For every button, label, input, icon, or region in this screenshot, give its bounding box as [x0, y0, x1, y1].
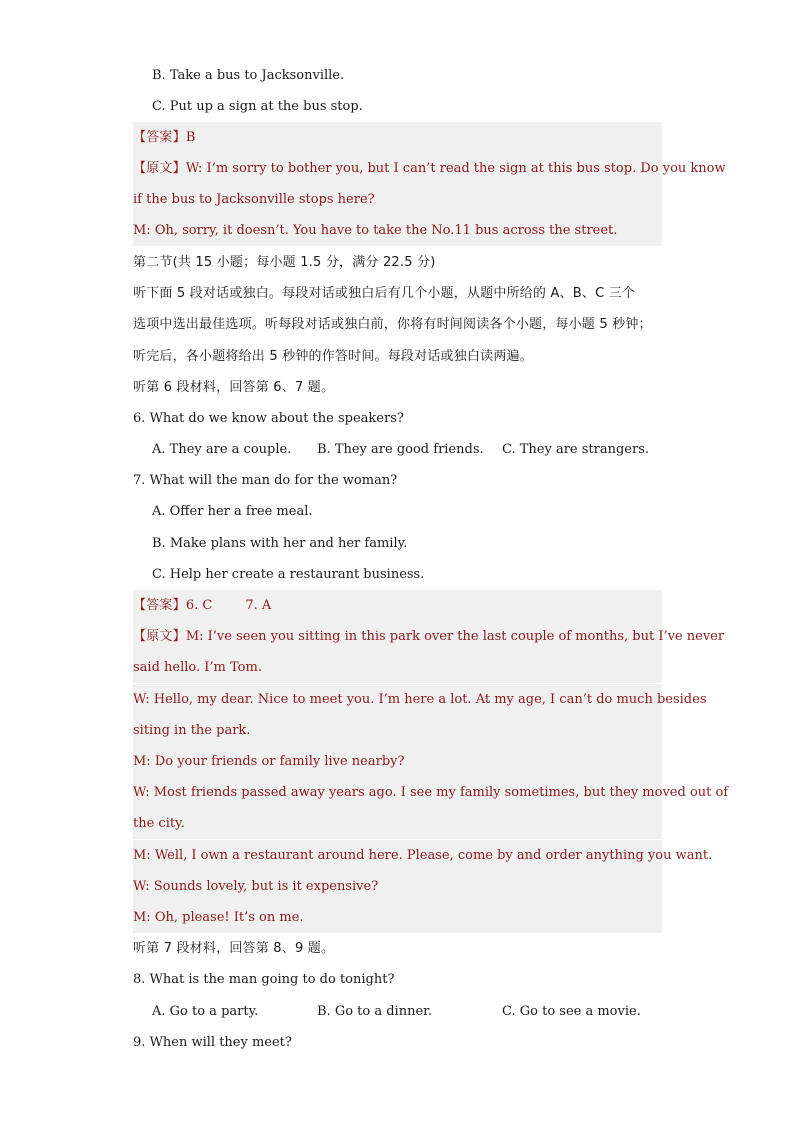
question-6: 6. What do we know about the speakers? [133, 411, 404, 426]
q7-option-a: A. Offer her a free meal. [152, 504, 313, 519]
transcript-text: M: I’ve seen you sitting in this park over the last couple of months, but I’ve never [185, 629, 725, 644]
answer-5-line [133, 122, 662, 153]
q5-option-c: C. Put up a sign at the bus stop. [152, 99, 363, 114]
transcript-6-line-9: W: Sounds lovely, but is it expensive? [133, 871, 662, 902]
transcript-6-line-5: M: Do your friends or family live nearby? [133, 746, 662, 777]
q7-option-b: B. Make plans with her and her family. [152, 536, 408, 551]
transcript-tag: 【原文】 [133, 629, 186, 644]
question-6-options [152, 434, 681, 465]
q6-option-a: A. They are a couple. [152, 442, 292, 457]
transcript-5-line-2: if the bus to Jacksonville stops here? [133, 184, 662, 215]
transcript-6-line-1 [133, 621, 725, 652]
transcript-6-line-4: siting in the park. [133, 715, 662, 746]
transcript-5-line-1 [133, 153, 726, 184]
material-6-intro: 听第 6 段材料，回答第 6、7 题。 [133, 380, 335, 395]
transcript-6-line-6: W: Most friends passed away years ago. I see my family sometimes, but they moved out of [133, 777, 662, 808]
transcript-6-line-2: said hello. I’m Tom. [133, 652, 662, 683]
q8-option-b: B. Go to a dinner. [317, 1004, 433, 1019]
section-2-header: 第二节(共 15 小题；每小题 1.5 分，满分 22.5 分) [133, 255, 436, 270]
section-2-instruction-3: 听完后，各小题将给出 5 秒钟的作答时间。每段对话或独白读两遍。 [133, 349, 533, 364]
question-8-options [152, 996, 681, 1027]
section-2-instruction-2: 选项中选出最佳选项。听每段对话或独白前，你将有时间阅读各个小题，每小题 5 秒钟； [133, 317, 652, 332]
question-8: 8. What is the man going to do tonight? [133, 972, 395, 987]
transcript-tag: 【原文】 [133, 161, 186, 176]
q8-option-c: C. Go to see a movie. [502, 1004, 641, 1019]
answer-value: 6. C 7. A [185, 598, 272, 613]
transcript-5-line-3: M: Oh, sorry, it doesn’t. You have to take the No.11 bus across the street. [133, 215, 662, 246]
q8-option-a: A. Go to a party. [152, 1004, 259, 1019]
q7-option-c: C. Help her create a restaurant business. [152, 567, 425, 582]
question-9: 9. When will they meet? [133, 1035, 292, 1050]
transcript-6-line-8: M: Well, I own a restaurant around here. Please, come by and order anything you want. [133, 840, 662, 871]
transcript-6-line-10: M: Oh, please! It’s on me. [133, 902, 662, 933]
answer-6-7-line [133, 590, 662, 621]
transcript-6-line-3: W: Hello, my dear. Nice to meet you. I’m here a lot. At my age, I can’t do much besides [133, 684, 662, 715]
answer-tag: 【答案】 [133, 598, 186, 613]
transcript-6-line-7: the city. [133, 808, 662, 839]
material-7-intro: 听第 7 段材料，回答第 8、9 题。 [133, 941, 335, 956]
transcript-text: W: I’m sorry to bother you, but I can’t read the sign at this bus stop. Do you know [185, 161, 726, 176]
section-2-instruction-1: 听下面 5 段对话或独白。每段对话或独白后有几个小题，从题中所给的 A、B、C 三个 [133, 286, 636, 301]
q5-option-b: B. Take a bus to Jacksonville. [152, 68, 345, 83]
q6-option-c: C. They are strangers. [502, 442, 650, 457]
q6-option-b: B. They are good friends. [317, 442, 484, 457]
question-7: 7. What will the man do for the woman? [133, 473, 398, 488]
answer-tag: 【答案】 [133, 130, 186, 145]
answer-value: B [185, 130, 196, 145]
